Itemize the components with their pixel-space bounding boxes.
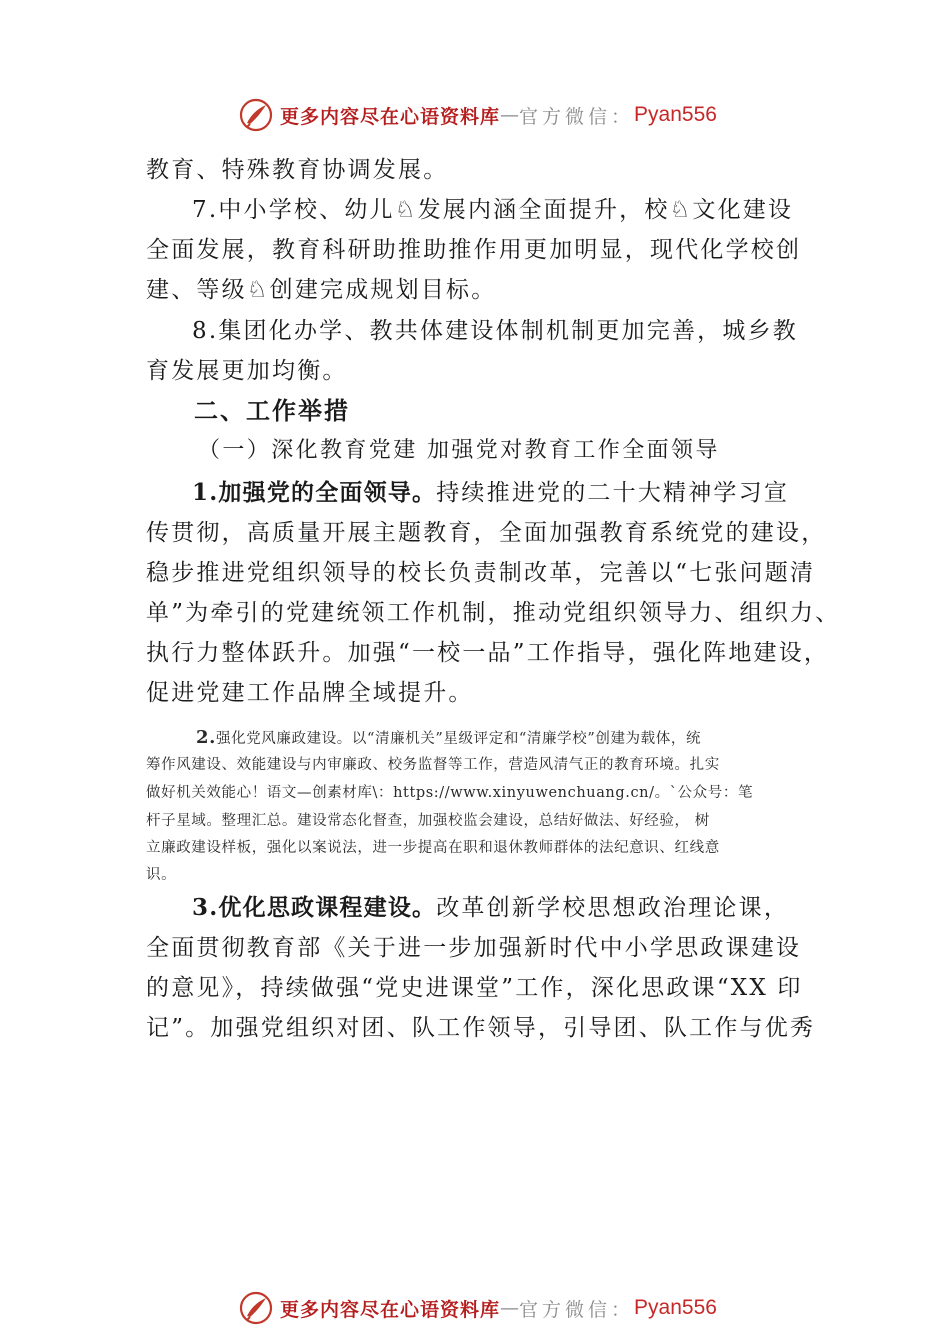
- logo-icon: [238, 1290, 274, 1326]
- section-heading: 二、工作举措: [194, 396, 350, 425]
- text-line: 全面发展，教育科研助推助推作用更加明显，现代化学校创: [146, 237, 802, 263]
- subsection-heading: （一）深化教育党建 加强党对教育工作全面领导: [198, 438, 720, 463]
- watermark-brand: 更多内容尽在心语资料库: [280, 105, 501, 128]
- text-line: 做好机关效能心！语文—创素材库\：https://www.xinyuwenchuang.cn/。`公众号：笔: [146, 785, 754, 801]
- text-line: 单”为牵引的党建统领工作机制，推动党组织领导力、组织力、: [146, 600, 841, 626]
- paragraph-3-title: 优化思政课程建设。: [218, 894, 437, 921]
- paragraph-2-first-line: [196, 724, 701, 752]
- text-line: 促进党建工作品牌全域提升。: [146, 680, 474, 706]
- watermark-wechat-label: 官方微信：: [519, 105, 635, 128]
- footer-watermark: [238, 1288, 717, 1328]
- text-line: 记”。加强党组织对团、队工作领导，引导团、队工作与优秀: [146, 1015, 816, 1041]
- watermark-brand: 更多内容尽在心语资料库: [280, 1298, 501, 1321]
- text-line: 稳步推进党组织领导的校长负责制改革，完善以“七张问题清: [146, 560, 816, 586]
- list-item-8: 8.集团化办学、教共体建设体制机制更加完善，城乡教: [192, 318, 798, 344]
- paragraph-1-title: 加强党的全面领导。: [218, 479, 437, 506]
- paragraph-3-first-line: [192, 888, 789, 928]
- watermark-dash: —: [500, 1297, 520, 1319]
- watermark-dash: —: [500, 104, 520, 126]
- list-item-7: 7.中小学校、幼儿♘发展内涵全面提升，校♘文化建设: [192, 197, 794, 223]
- watermark-account: Pyan556: [634, 1296, 717, 1319]
- paragraph-2-text: 强化党风廉政建设。以“清廉机关”星级评定和“清廉学校”创建为载体，统: [216, 731, 702, 747]
- text-line: 建、等级♘创建完成规划目标。: [146, 277, 497, 303]
- header-watermark: [238, 95, 717, 135]
- paragraph-1-first-line: [192, 473, 789, 513]
- paragraph-3-text: 改革创新学校思想政治理论课，: [436, 895, 790, 921]
- text-line: 立廉政建设样板，强化以案说法，进一步提高在职和退休教师群体的法纪意识、红线意: [146, 840, 720, 856]
- text-line: 杆子星域。整理汇总。建设常态化督查，加强校监会建设，总结好做法、好经验， 树: [146, 813, 710, 829]
- text-line: 的意见》，持续做强“党史进课堂”工作，深化思政课“XX 印: [146, 975, 803, 1001]
- paragraph-1-text: 持续推进党的二十大精神学习宣: [436, 480, 790, 506]
- text-line: 全面贯彻教育部《关于进一步加强新时代中小学思政课建设: [146, 935, 802, 961]
- logo-icon: [238, 97, 274, 133]
- paragraph-1-number: 1.: [192, 479, 219, 506]
- watermark-wechat-label: 官方微信：: [519, 1298, 635, 1321]
- text-line: 执行力整体跃升。加强“一校一品”工作指导，强化阵地建设，: [146, 640, 830, 666]
- text-line: 育发展更加均衡。: [146, 358, 348, 384]
- text-line: 传贯彻，高质量开展主题教育，全面加强教育系统党的建设，: [146, 520, 827, 546]
- paragraph-2-number: 2.: [196, 727, 216, 748]
- text-line: 教育、特殊教育协调发展。: [146, 157, 449, 183]
- text-line: 筹作风建设、效能建设与内审廉政、校务监督等工作，营造风清气正的教育环境。扎实: [146, 757, 720, 773]
- text-line: 识。: [146, 867, 177, 883]
- paragraph-3-number: 3.: [192, 894, 219, 921]
- watermark-account: Pyan556: [634, 103, 717, 126]
